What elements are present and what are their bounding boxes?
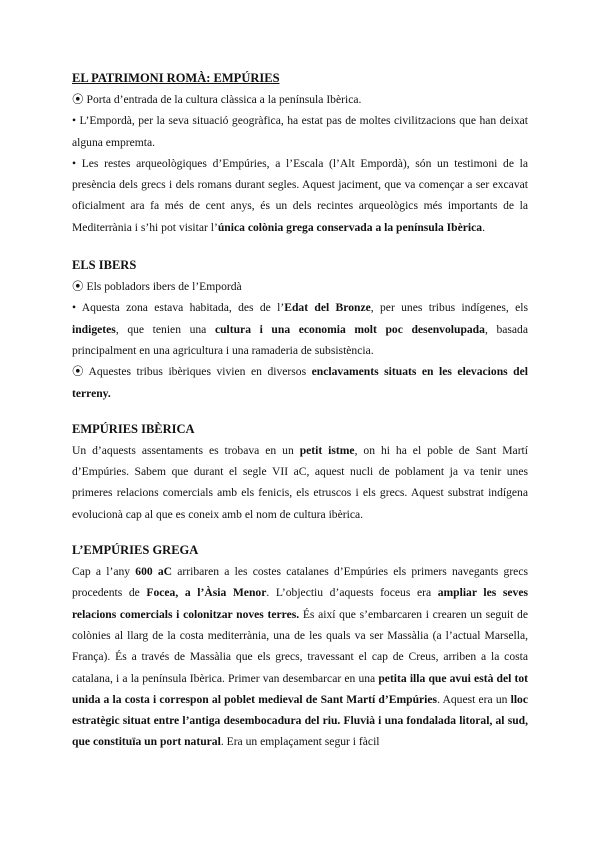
bold-run: cultura i una economia molt poc desenvolupada xyxy=(214,322,485,336)
bold-run: Focea, a l’Àsia Menor xyxy=(146,586,267,600)
heading-grega: L’EMPÚRIES GREGA xyxy=(72,543,199,558)
text-run: • Aquesta zona estava habitada, des de l’ xyxy=(72,301,285,315)
text-run: . L’objectiu d’aquests foceus era xyxy=(266,586,438,600)
paragraph-patrimoni-2: • L’Empordà, per la seva situació geogràfica, ha estat pas de moltes civilitzacions que han deixat alguna empremta. xyxy=(72,114,528,149)
text-run: arribaren a les costes catalanes d’Empúries els primers navegants grecs procedents de xyxy=(72,565,528,600)
text-run: • Les restes arqueològiques d’Empúries, a l’Escala (l’Alt Empordà), són un testimoni de la presència dels grecs i dels romans durant segles. Aquest jaciment, que va començar a ser excavat oficialment ara fa més de cent anys, és un dels recintes arqueològics més importants de la Mediterrània i s’hi pot visitar l’ xyxy=(72,156,528,234)
heading-iberica: EMPÚRIES IBÈRICA xyxy=(72,421,195,436)
paragraph-ibers-3 xyxy=(72,361,528,404)
text-run: . xyxy=(482,220,485,234)
bold-run: 600 aC xyxy=(135,565,173,579)
bold-run: indigetes xyxy=(72,322,116,336)
text-run: , que tenien una xyxy=(115,322,215,336)
text-run: . Era un emplaçament segur i fàcil xyxy=(220,735,380,749)
document-page xyxy=(72,68,528,753)
bold-run: Edat del Bronze xyxy=(284,301,371,315)
bold-run: petita illa que avui està del tot unida a la costa i correspon al poblet medieval de Sant Martí d’Empúries xyxy=(72,671,529,706)
paragraph-patrimoni-1: ⦿ Porta d’entrada de la cultura clàssica a la península Ibèrica. xyxy=(72,93,362,106)
paragraph-ibers-2 xyxy=(72,297,528,361)
text-run: . Aquest era un xyxy=(437,692,511,706)
text-run: , on hi ha el poble de Sant Martí d’Empúries. Sabem que durant el segle VII aC, aquest nucli de poblament ja va tenir unes primeres relacions comercials amb els fenicis, els etruscos i els grecs. Aquest substrat indígena evolucionà cap al que es coneix amb el nom de cultura ibèrica. xyxy=(72,443,528,521)
text-run: És així que s’embarcaren i crearen un seguit de colònies al llarg de la costa mediterrània, una de les quals va ser Massàlia (a l’actual Marsella, França). És a través de Massàlia que els grecs, travessant el cap de Creus, arriben a la costa catalana, i a la península Ibèrica. Primer van desembarcar en una xyxy=(72,607,529,685)
paragraph-grega-1 xyxy=(72,561,528,753)
heading-patrimoni: EL PATRIMONI ROMÀ: EMPÚRIES xyxy=(72,71,280,85)
heading-ibers: ELS IBERS xyxy=(72,258,137,273)
bold-run: lloc estratègic situat entre l’antiga desembocadura del riu. Fluvià i una fondalada litoral, al sud, que constituïa un port natural xyxy=(72,692,528,749)
bold-run: ampliar les seves relacions comercials i colonitzar noves terres. xyxy=(72,586,528,621)
bold-run: petit istme xyxy=(299,443,355,457)
text-run: , basada principalment en una agricultura i una ramaderia de subsistència. xyxy=(72,322,528,357)
text-run: ⦿ Aquestes tribus ibèriques vivien en diversos xyxy=(72,365,312,379)
bold-run: única colònia grega conservada a la península Ibèrica xyxy=(217,220,483,234)
text-run: , per unes tribus indígenes, els xyxy=(370,301,528,315)
text-run: Cap a l’any xyxy=(72,565,136,579)
paragraph-ibers-1: ⦿ Els pobladors ibers de l’Empordà xyxy=(72,280,242,294)
text-run: Un d’aquests assentaments es trobava en un xyxy=(72,443,300,457)
bold-run: enclavaments situats en les elevacions del terreny. xyxy=(72,365,528,400)
paragraph-iberica-1 xyxy=(72,440,528,525)
paragraph-patrimoni-3 xyxy=(72,153,528,238)
